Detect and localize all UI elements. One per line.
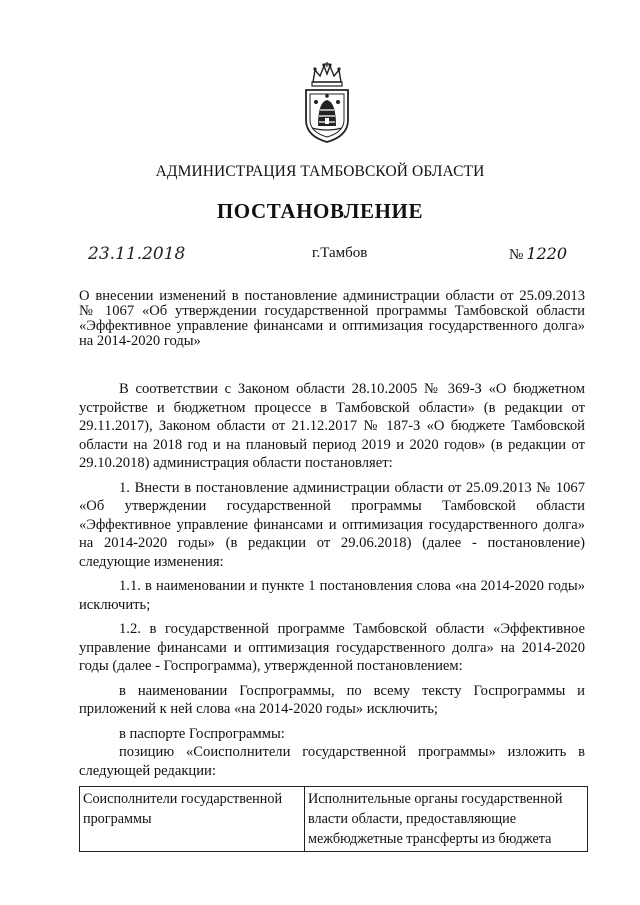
table-cell-label: Соисполнители государственной программы	[80, 787, 305, 852]
number-label: №	[509, 247, 524, 263]
item-1-2-paragraph: 1.2. в государственной программе Тамбовской области «Эффективное управление финансами и оптимизация государственного долга» на 2014-2020 годы (далее - Госпрограмма), утвержденной постановлением:	[79, 621, 585, 674]
naming-paragraph: в наименовании Госпрограммы, по всему тексту Госпрограммы и приложений к ней слова «на 2014-2020 годы» исключить;	[79, 682, 585, 717]
passport-table	[79, 786, 588, 852]
coat-of-arms-icon	[300, 60, 354, 144]
organization-name: АДМИНИСТРАЦИЯ ТАМБОВСКОЙ ОБЛАСТИ	[155, 163, 485, 180]
passport-paragraph: в паспорте Госпрограммы:	[119, 725, 285, 742]
document-type-title: ПОСТАНОВЛЕНИЕ	[216, 199, 424, 223]
document-body	[79, 380, 585, 786]
document-city: г.Тамбов	[312, 245, 368, 261]
document-subject: О внесении изменений в постановление администрации области от 25.09.2013 № 1067 «Об утверждении государственной программы Тамбовской области «Эффективное управление финансами и оптимизация государственного долга» на 2014-2020 годы»	[79, 288, 585, 349]
document-number	[509, 244, 567, 264]
preamble-paragraph: В соответствии с Законом области 28.10.2005 № 369-З «О бюджетном устройстве и бюджетном процессе в Тамбовской области» (в редакции от 29.11.2017), Законом области от 21.12.2017 № 187-З «О бюджете Тамбовской области на 2018 год и на плановый период 2019 и 2020 годов» (в редакции от 29.10.2018) администрация области постановляет:	[79, 381, 585, 471]
document-date: 23.11.2018	[88, 244, 186, 264]
position-paragraph: позицию «Соисполнители государственной программы» изложить в следующей редакции:	[79, 744, 585, 779]
table-cell-value: Исполнительные органы государственной власти области, предоставляющие межбюджетные трансферты из бюджета	[305, 787, 588, 852]
item-1-paragraph: 1. Внести в постановление администрации области от 25.09.2013 № 1067 «Об утверждении государственной программы Тамбовской области «Эффективное управление финансами и оптимизация государственного долга» на 2014-2020 годы» (в редакции от 29.06.2018) (далее - постановление) следующие изменения:	[79, 479, 585, 570]
number-value: 1220	[526, 244, 568, 263]
item-1-1-paragraph: 1.1. в наименовании и пункте 1 постановления слова «на 2014-2020 годы» исключить;	[79, 578, 585, 613]
table-row	[80, 787, 588, 852]
